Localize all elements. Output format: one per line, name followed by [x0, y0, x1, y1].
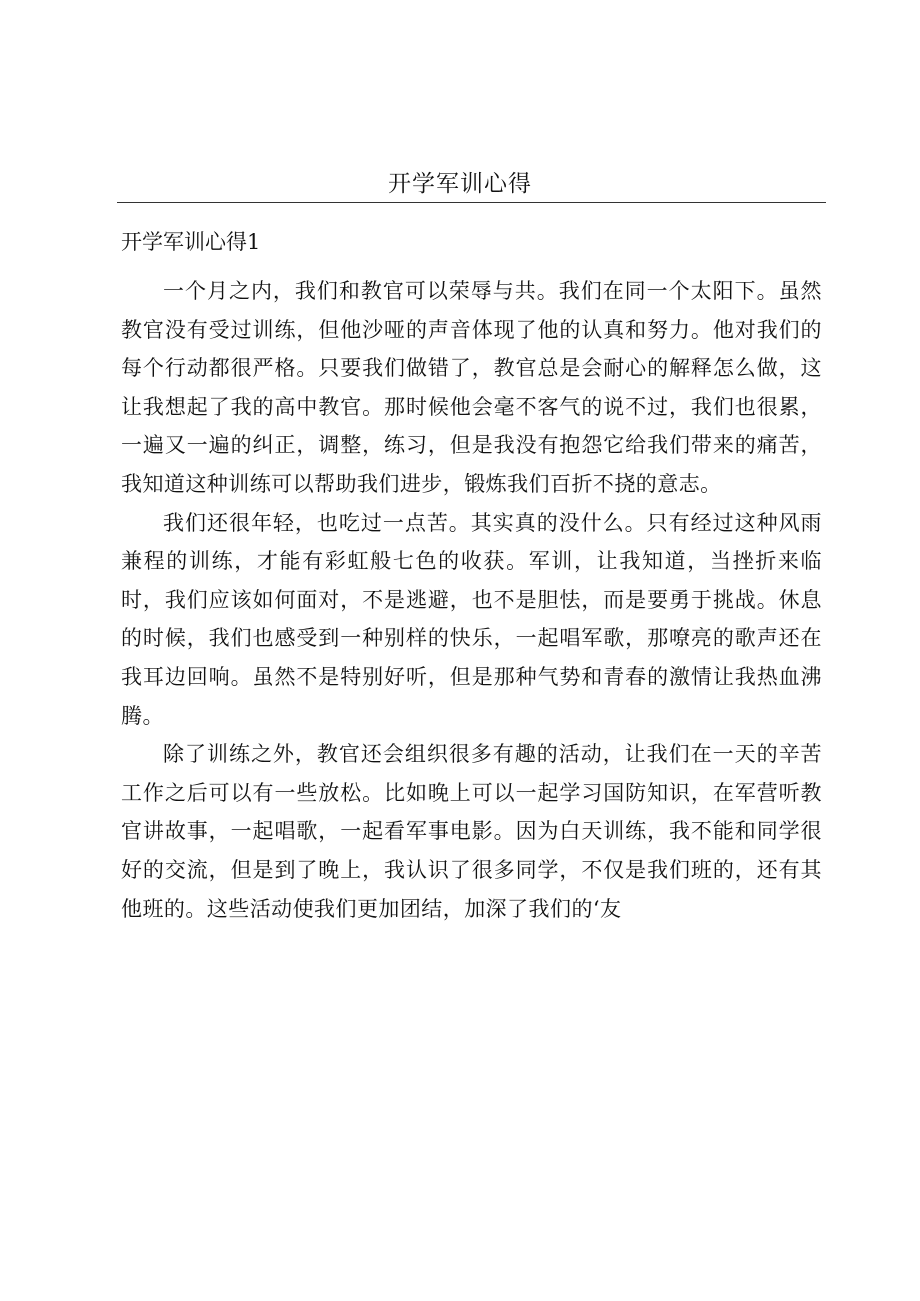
- body-text: [121, 272, 822, 928]
- paragraph-2: 我们还很年轻，也吃过一点苦。其实真的没什么。只有经过这种风雨兼程的训练，才能有彩虹般七色的收获。军训，让我知道，当挫折来临时，我们应该如何面对，不是逃避，也不是胆怯，而是要勇于挑战。休息的时候，我们也感受到一种别样的快乐，一起唱军歌，那嘹亮的歌声还在我耳边回响。虽然不是特别好听，但是那种气势和青春的激情让我热血沸腾。: [121, 510, 822, 728]
- section-heading: 开学军训心得1: [121, 230, 261, 254]
- title-divider: [117, 202, 826, 203]
- document-title: 开学军训心得: [388, 171, 532, 197]
- paragraph-1: 一个月之内，我们和教官可以荣辱与共。我们在同一个太阳下。虽然教官没有受过训练，但他沙哑的声音体现了他的认真和努力。他对我们的每个行动都很严格。只要我们做错了，教官总是会耐心的解释怎么做，这让我想起了我的高中教官。那时候他会毫不客气的说不过，我们也很累，一遍又一遍的纠正，调整，练习，但是我没有抱怨它给我们带来的痛苦，我知道这种训练可以帮助我们进步，锻炼我们百折不挠的意志。: [121, 279, 822, 496]
- paragraph-3: 除了训练之外，教官还会组织很多有趣的活动，让我们在一天的辛苦工作之后可以有一些放松。比如晚上可以一起学习国防知识，在军营听教官讲故事，一起唱歌，一起看军事电影。因为白天训练，我不能和同学很好的交流，但是到了晚上，我认识了很多同学，不仅是我们班的，还有其他班的。这些活动使我们更加团结，加深了我们的‘友: [121, 742, 822, 921]
